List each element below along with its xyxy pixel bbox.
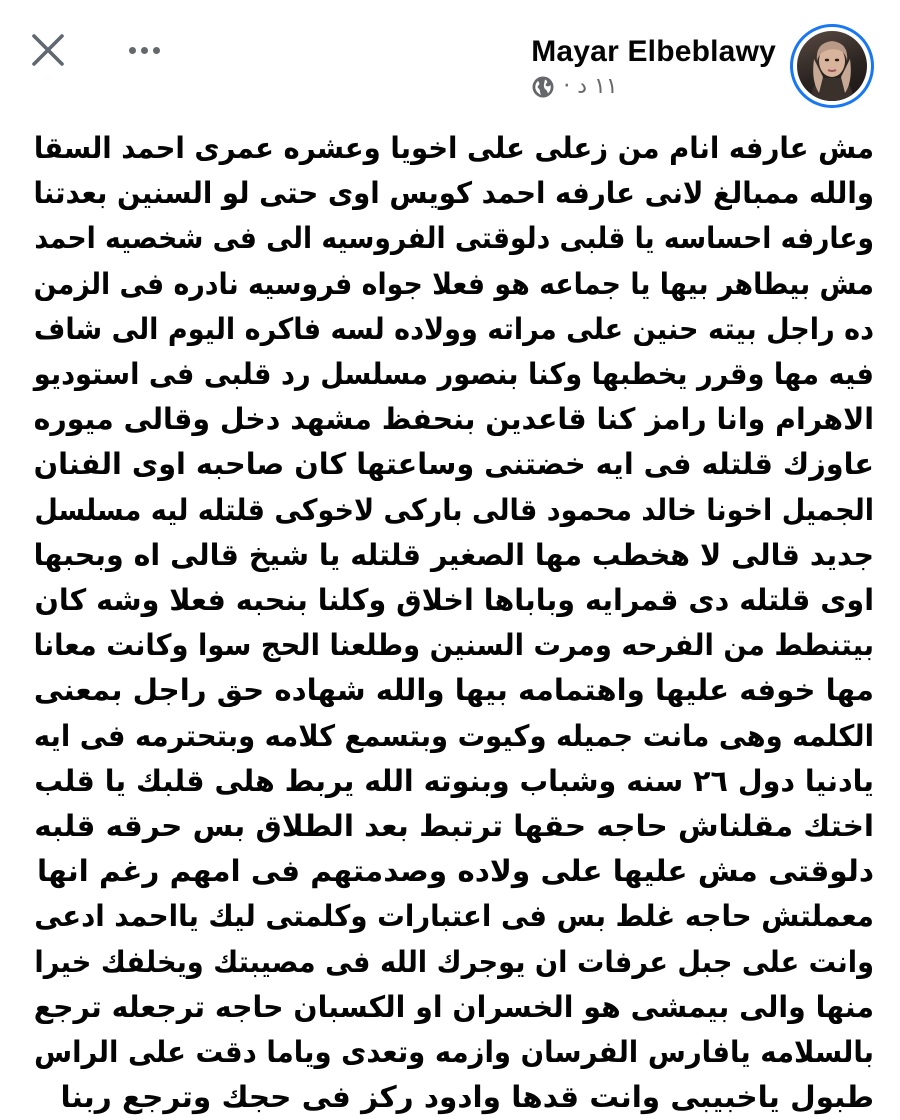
post-line: وانت على جبل عرفات ان يوجرك الله فى مصيبتك ويخلفك خيرا [34, 944, 874, 979]
post-line: اوى قلتله دى قمرايه وباباها اخلاق وكلنا بنحبه فعلا وشه كان [34, 583, 874, 618]
more-options-icon-dot [153, 47, 160, 54]
post-line: معملتش حاجه غلط بس فى اعتبارات وكلمتى ليك يااحمد ادعى [34, 899, 874, 934]
post-line: بيتنطط من الفرحه ومرت السنين وطلعنا الحج سوا وكانت معانا [33, 628, 874, 663]
post-line: بالسلامه يافارس الفرسان وازمه وتعدى وياما دقت على الراس [34, 1035, 875, 1070]
close-button[interactable] [28, 30, 68, 70]
post-line: منها والى بيمشى هو الخسران او الكسبان حاجه ترجعله ترجع [33, 989, 874, 1024]
more-options-button[interactable] [122, 30, 166, 70]
profile-photo-art [797, 31, 867, 101]
post-line: عاوزك قلتله فى ايه خضتنى وساعتها كان صاحبه اوى الفنان [33, 447, 875, 482]
author-info [531, 24, 776, 100]
post-line: الكلمه وهى مانت جميله وكيوت وبتسمع كلامه وبتحترمه فى ايه [33, 718, 875, 753]
post-line: اختك مقلناش حاجه حقها ترتبط بعد الطلاق بس حرقه قلبه [34, 809, 875, 844]
globe-icon[interactable] [531, 75, 555, 99]
post-meta [531, 74, 776, 100]
more-options-icon [129, 47, 136, 54]
post-line: الجميل اخونا خالد محمود قالى باركى لاخوكى قلتله ليه مسلسل [34, 492, 874, 527]
post-header [531, 24, 874, 108]
avatar[interactable] [790, 24, 874, 108]
post-line: يادنيا دول ٢٦ سنه وشباب وبنوته الله يربط هلى قلبك يا قلب [34, 763, 874, 798]
post-line: جديد قالى لا هخطب مها الصغير قلتله يا شيخ قالى اه وبحبها [33, 537, 874, 572]
post-line: وعارفه احساسه يا قلبى دلوقتى الفروسيه الى فى شخصيه احمد [34, 221, 875, 256]
post-body [34, 126, 874, 1120]
post-line: طبول ياخبيبى وانت قدها وادود ركز فى حجك وترجع ربنا [60, 1080, 874, 1115]
post-line: الاهرام وانا رامز كنا قاعدين بنحفظ مشهد دخل وقالى ميوره [33, 402, 874, 437]
post-line: والله ممبالغ لانى عارفه احمد كويس اوى حتى لو السنين بعدتنا [33, 176, 874, 211]
post-line: دلوقتى مش عليها على ولاده وصدمتهم فى امهم رغم انها [37, 854, 874, 889]
post-line: ده راجل بيته حنين على مراته وولاده لسه فاكره اليوم الى شاف [33, 311, 875, 346]
post-line: مش بيطاهر بيها يا جماعه هو فعلا جواه فروسيه نادره فى الزمن [33, 266, 874, 301]
close-icon [31, 33, 65, 67]
post-line: مش عارفه انام من زعلى على اخويا وعشره عمرى احمد السقا [33, 131, 875, 165]
post-timestamp[interactable]: ١١ د · [563, 74, 618, 99]
author-name[interactable]: Mayar Elbeblawy [531, 35, 776, 68]
post-line: مها خوفه عليها واهتمامه بيها والله شهاده حق راجل بمعنى [33, 673, 874, 708]
post-line: فيه مها وقرر يخطبها وكنا بنصور مسلسل رد قلبى فى استوديو [33, 357, 874, 392]
profile-photo [797, 31, 867, 101]
more-options-icon-dot [141, 47, 148, 54]
